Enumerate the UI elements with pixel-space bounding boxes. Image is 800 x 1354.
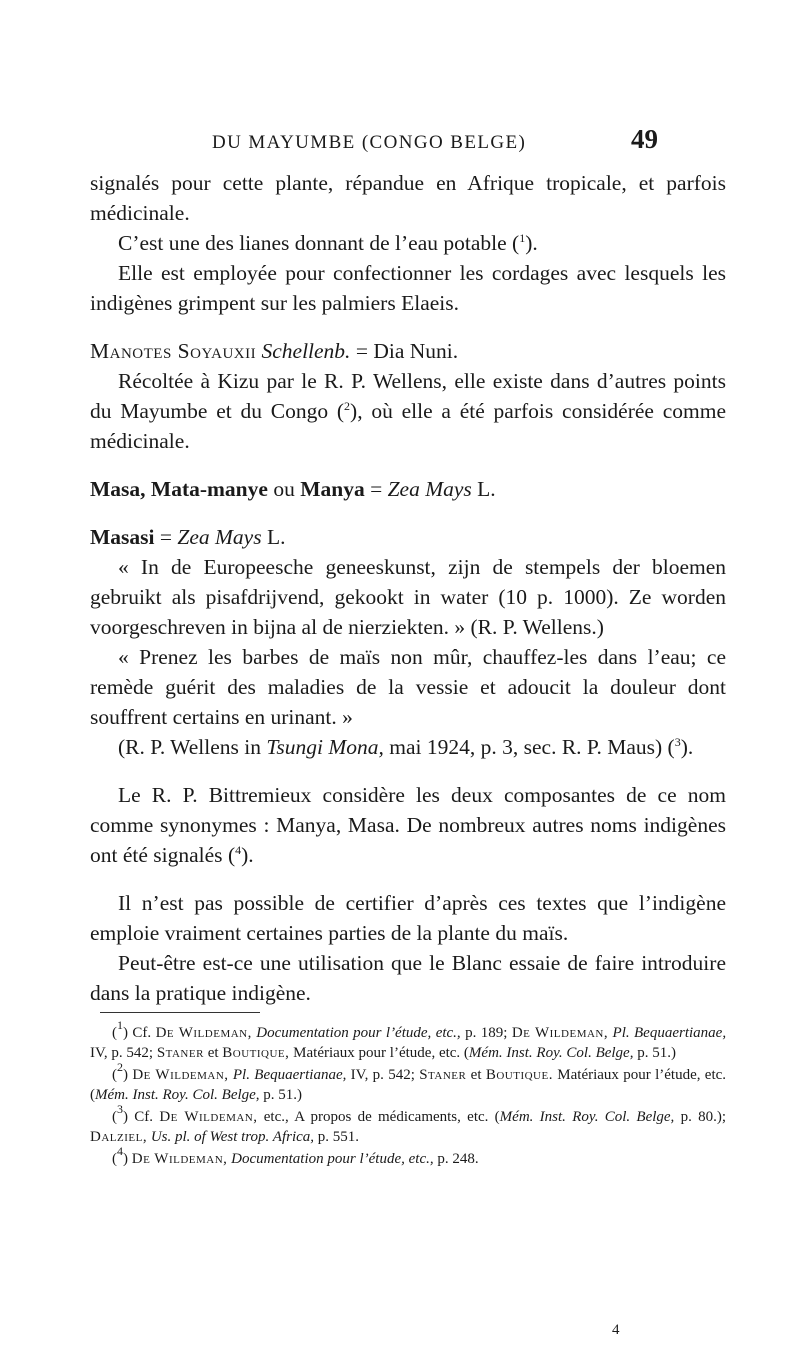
quote-dutch: « In de Europeesche geneeskunst, zijn de stempels der bloemen gebruikt als pisafdrijvend, gekookt in water (10 p. 1000). Ze worden voorgeschreven in bijna al de nierziekten. » (R. P. Wellens.): [90, 555, 726, 639]
footnote-3-author-1: De Wildeman,: [159, 1109, 258, 1125]
paragraph-2: C’est une des lianes donnant de l’eau potable ($^1$).: [118, 231, 538, 255]
footnote-1-author-1: De Wildeman,: [155, 1025, 252, 1041]
footnote-2-text-2: Matériaux pour l’étude, etc. (: [90, 1067, 727, 1103]
page-header: [0, 124, 800, 164]
paragraph-5: Récoltée à Kizu par le R. P. Wellens, elle existe dans d’autres points du Mayumbe et du Congo ($^2$), où elle a été parfois considérée comme médicinale.: [90, 369, 726, 453]
footnote-2-et: et: [466, 1067, 486, 1083]
footnote-1-text-4: p. 51.): [633, 1045, 676, 1061]
entry-masa-ou: ou: [267, 477, 301, 501]
footnote-4-author-1: De Wildeman,: [131, 1151, 228, 1167]
paragraph-11-text: Le R. P. Bittremieux considère les deux composantes de ce nom comme synonymes : Manya, Masa. De nombreux autres noms indigènes ont été signalés: [90, 783, 726, 867]
entry-masasi-eq: =: [154, 525, 178, 549]
main-text: [90, 168, 726, 1008]
running-head: DU MAYUMBE (CONGO BELGE): [212, 132, 527, 153]
entry-masa-species: Zea Mays: [387, 477, 472, 501]
footnote-3-author-2: Dalziel,: [90, 1129, 148, 1145]
footnote-2-number: 2: [117, 1060, 123, 1074]
footnote-4: ($^4$) De Wildeman, Documentation pour l’étude, etc., p. 248.: [112, 1144, 479, 1167]
footnote-1-text-3: Matériaux pour l’étude, etc. (: [289, 1045, 469, 1061]
footnote-1-author-3: Staner: [156, 1045, 204, 1061]
footnote-1-title-3: Mém. Inst. Roy. Col. Belge,: [468, 1045, 634, 1061]
footnote-3-cf: Cf.: [134, 1109, 154, 1125]
footnote-1-et: et: [203, 1045, 223, 1061]
entry-masa-name: Masa, Mata-manye: [90, 477, 268, 501]
footnote-1-author-4: Boutique,: [222, 1045, 290, 1061]
footnote-ref-2: 2: [344, 399, 351, 413]
footnote-1: ($^1$) Cf. De Wildeman, Documentation pour l’étude, etc., p. 189; De Wildeman, Pl. Bequaertianae, IV, p. 542; Staner et Boutique, Matériaux pour l’étude, etc. (Mém. Inst. Roy. Col. Belge, p. 51.): [90, 1018, 727, 1061]
paragraph-5b: , où elle a été parfois considérée comme médicinale.: [90, 399, 726, 453]
citation-a: (R. P. Wellens in: [118, 735, 267, 759]
footnote-1-author-2: De Wildeman,: [511, 1025, 609, 1041]
entry-masasi-species: Zea Mays: [177, 525, 262, 549]
citation-title: Tsungi Mona,: [266, 735, 384, 759]
footnote-3-text-3: p. 551.: [314, 1129, 360, 1145]
footnote-3-title-2: Us. pl. of West trop. Africa,: [150, 1129, 315, 1145]
vernacular-name: = Dia Nuni.: [350, 339, 459, 363]
citation-paragraph: (R. P. Wellens in Tsungi Mona, mai 1924, p. 3, sec. R. P. Maus) ($^3$).: [118, 735, 694, 759]
entry-masa-author: L.: [471, 477, 496, 501]
paragraph-1: signalés pour cette plante, répandue en Afrique tropicale, et parfois médicinale.: [90, 171, 726, 225]
footnote-3: ($^3$) Cf. De Wildeman, etc., A propos de médicaments, etc. (Mém. Inst. Roy. Col. Belge, p. 80.); Dalziel, Us. pl. of West trop. Africa, p. 551.: [90, 1102, 727, 1145]
paragraph-3: Elle est employée pour confectionner les cordages avec lesquels les indigènes grimpent sur les palmiers Elaeis.: [90, 261, 726, 315]
footnote-2: ($^2$) De Wildeman, Pl. Bequaertianae, IV, p. 542; Staner et Boutique. Matériaux pour l’étude, etc. (Mém. Inst. Roy. Col. Belge, p. 51.): [90, 1060, 727, 1103]
footnote-4-number: 4: [117, 1144, 123, 1158]
footnote-rule: [100, 1012, 260, 1013]
entry-masa: [90, 474, 726, 504]
footnote-1-text-1: p. 189;: [460, 1025, 512, 1041]
footnote-4-title-1: Documentation pour l’étude, etc.,: [231, 1151, 434, 1167]
footnote-2-author-1: De Wildeman,: [132, 1067, 229, 1083]
footnote-2-text-1: IV, p. 542;: [346, 1067, 420, 1083]
citation-b: mai 1924, p. 3, sec. R. P. Maus): [383, 735, 663, 759]
footnote-3-text-2: p. 80.);: [674, 1109, 727, 1125]
footnote-2-author-3: Boutique.: [485, 1067, 553, 1083]
footnote-1-cf: Cf.: [132, 1025, 152, 1041]
species-name: Manotes Soyauxii: [90, 339, 257, 363]
page-number: 49: [631, 124, 658, 154]
footnote-ref-1: 1: [519, 231, 526, 245]
footnote-1-title-1: Documentation pour l’étude, etc.,: [256, 1025, 461, 1041]
paragraph-5a: Récoltée à Kizu par le R. P. Wellens, elle existe dans d’autres points du Mayumbe et du Congo: [90, 369, 726, 423]
entry-masasi-author: L.: [261, 525, 286, 549]
footnote-2-title-2: Mém. Inst. Roy. Col. Belge,: [95, 1087, 260, 1103]
footnote-3-text-1: etc., A propos de médicaments, etc. (: [257, 1109, 500, 1125]
entry-manotes: [90, 336, 726, 366]
footnotes: [90, 1012, 726, 1171]
entry-masasi-name: Masasi: [90, 525, 155, 549]
entry-masa-eq: =: [364, 477, 388, 501]
footnote-1-number: 1: [117, 1018, 123, 1032]
paragraph-2-text: C’est une des lianes donnant de l’eau potable: [118, 231, 507, 255]
footnote-ref-3: 3: [674, 735, 681, 749]
footnote-2-author-2: Staner: [419, 1067, 467, 1083]
paragraph-13: Peut-être est-ce une utilisation que le Blanc essaie de faire introduire dans la pratique indigène.: [90, 951, 726, 1005]
footnote-1-text-2: IV, p. 542;: [90, 1045, 157, 1061]
signature-mark: 4: [612, 1322, 620, 1338]
footnote-2-title-1: Pl. Bequaertianae,: [232, 1067, 347, 1083]
entry-manya-name: Manya: [300, 477, 365, 501]
footnote-4-text-1: p. 248.: [433, 1151, 479, 1167]
footnote-1-title-2: Pl. Bequaertianae,: [612, 1025, 727, 1041]
footnote-2-text-3: p. 51.): [259, 1087, 303, 1103]
footnote-3-title-1: Mém. Inst. Roy. Col. Belge,: [499, 1109, 675, 1125]
quote-french: « Prenez les barbes de maïs non mûr, chauffez-les dans l’eau; ce remède guérit des maladies de la vessie et adoucit la douleur dont souffrent certains en urinant. »: [90, 645, 726, 729]
paragraph-11: Le R. P. Bittremieux considère les deux composantes de ce nom comme synonymes : Manya, Masa. De nombreux autres noms indigènes ont été signalés ($^4$).: [90, 783, 726, 867]
paragraph-12: Il n’est pas possible de certifier d’après ces textes que l’indigène emploie vraiment certaines parties de la plante du maïs.: [90, 891, 726, 945]
footnote-3-number: 3: [117, 1102, 123, 1116]
author-name: Schellenb.: [261, 339, 351, 363]
entry-masasi: [90, 522, 726, 552]
footnote-ref-4: 4: [235, 843, 242, 857]
